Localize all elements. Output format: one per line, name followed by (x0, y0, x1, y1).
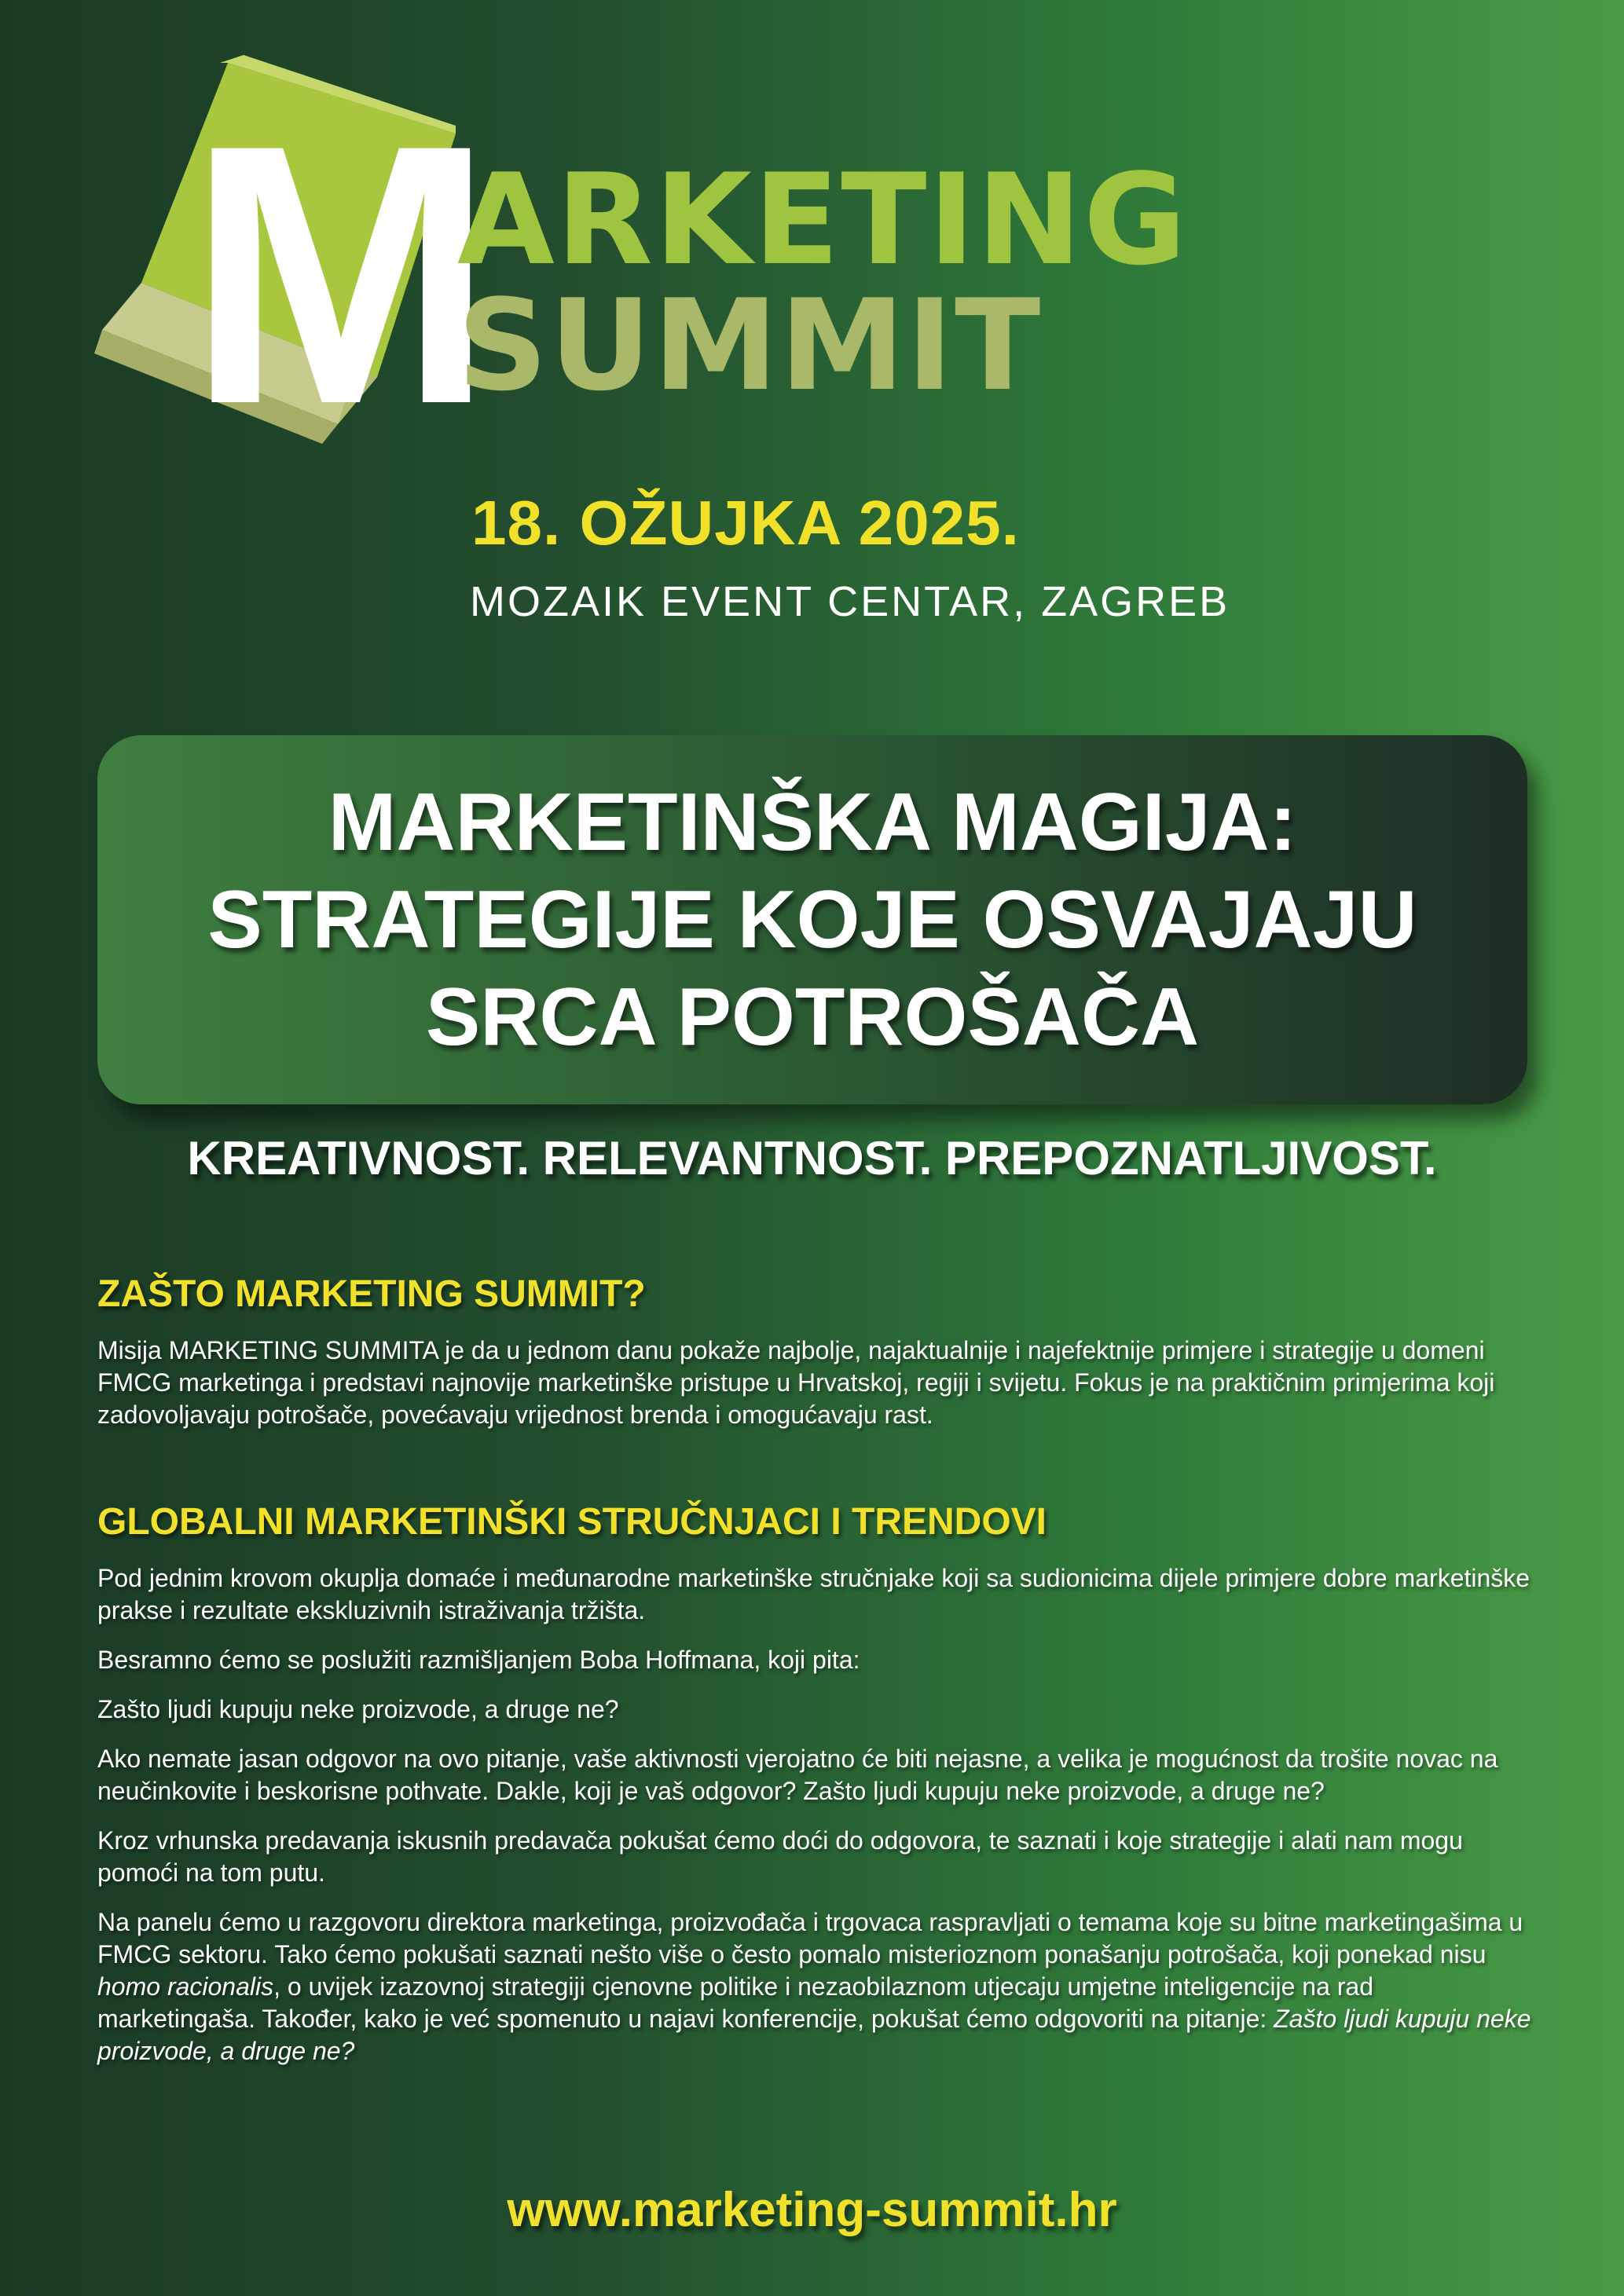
event-date: 18. OŽUJKA 2025. (471, 488, 1020, 558)
headline-banner (97, 735, 1527, 1104)
italic-phrase: homo racionalis (97, 1972, 274, 2001)
banner-line-3: SRCA POTROŠAČA (425, 972, 1200, 1063)
content-body (97, 1273, 1535, 2085)
tagline: KREATIVNOST. RELEVANTNOST. PREPOZNATLJIVOST. (187, 1132, 1437, 1185)
banner-line-1: MARKETINŠKA MAGIJA: (328, 777, 1297, 868)
paragraph: Besramno ćemo se poslužiti razmišljanjem Boba Hoffmana, koji pita: (97, 1646, 860, 1674)
section-why-summit (97, 1273, 1535, 1431)
section-heading: ZAŠTO MARKETING SUMMIT? (97, 1273, 646, 1315)
website-link[interactable]: www.marketing-summit.hr (507, 2183, 1117, 2237)
event-venue: MOZAIK EVENT CENTAR, ZAGREB (470, 578, 1230, 625)
paragraph-text: , o uvijek izazovnoj strategiji cjenovne politike i nezaobilaznom utjecaju umjetne inteligencije na rad marketingaša. Također, kako je već spomenuto u najavi konferencije, pokušat ćemo odgovoriti na pitanje: (97, 1972, 1374, 2033)
paragraph-panel (97, 1906, 1535, 2067)
marketing-summit-logo (86, 47, 1189, 487)
section-heading: GLOBALNI MARKETINŠKI STRUČNJACI I TRENDOVI (97, 1501, 1047, 1543)
logo-word-summit: SUMMIT (457, 272, 1043, 419)
paragraph: Zašto ljudi kupuju neke proizvode, a druge ne? (97, 1695, 619, 1723)
banner-line-2: STRATEGIJE KOJE OSVAJAJU (207, 874, 1417, 965)
section-global-experts (97, 1500, 1535, 2067)
paragraph-text: Na panelu ćemo u razgovoru direktora marketinga, proizvođača i trgovaca raspravljati o temama koje su bitne marketingašima u FMCG sektoru. Tako ćemo pokušati saznati nešto više o često pomalo misterioznom ponašanju potrošača, koji ponekad nisu (97, 1908, 1523, 1968)
logo-letter-m: M (187, 68, 487, 481)
italic-question: Zašto ljudi kupuju neke proizvode, a druge ne? (97, 2005, 1531, 2065)
paragraph: Ako nemate jasan odgovor na ovo pitanje, vaše aktivnosti vjerojatno će biti nejasne, a velika je mogućnost da trošite novac na neučinkovite i beskorisne pothvate. Dakle, koji je vaš odgovor? Zašto ljudi kupuju neke proizvode, a druge ne? (97, 1745, 1498, 1805)
logo-word-marketing: ARKETING (457, 146, 1189, 293)
paragraph: Misija MARKETING SUMMITA je da u jednom danu pokaže najbolje, najaktualnije i najefektnije primjere i strategije u domeni FMCG marketinga i predstavi najnovije marketinške pristupe u Hrvatskoj, regiji i svijetu. Fokus je na praktičnim primjerima koji zadovoljavaju potrošače, povećavaju vrijednost brenda i omogućavaju rast. (97, 1336, 1495, 1429)
paragraph: Kroz vrhunska predavanja iskusnih predavača pokušat ćemo doći do odgovora, te saznati i koje strategije i alati nam mogu pomoći na tom putu. (97, 1826, 1463, 1887)
paragraph: Pod jednim krovom okuplja domaće i međunarodne marketinške stručnjake koji sa sudionicima dijele primjere dobre marketinške prakse i rezultate ekskluzivnih istraživanja tržišta. (97, 1564, 1531, 1624)
